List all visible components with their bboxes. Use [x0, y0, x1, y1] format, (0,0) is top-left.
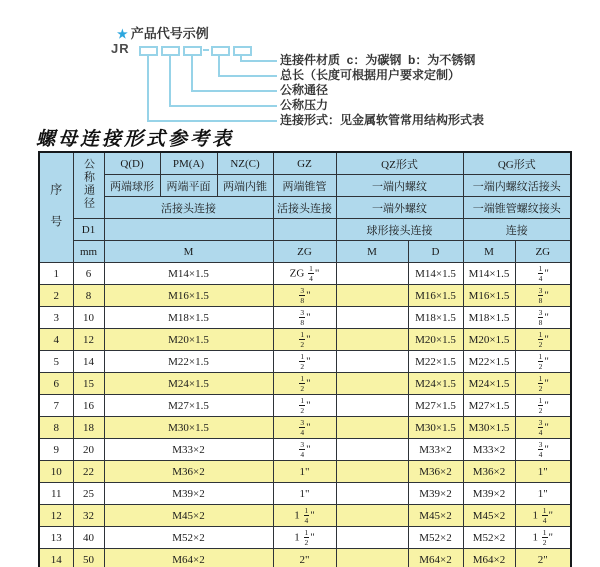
header-ballconn-qz: 球形接头连接	[336, 219, 463, 241]
cell-m-thread: M45×2	[104, 505, 273, 527]
cell-qz-m	[336, 483, 408, 505]
cell-serial: 9	[39, 439, 73, 461]
leader-line	[147, 55, 149, 120]
cell-qz-d: M33×2	[408, 439, 463, 461]
cell-serial: 11	[39, 483, 73, 505]
header-empty-mspan	[104, 219, 273, 241]
cell-qg-zg: $\frac{1}{2}$ "	[515, 395, 571, 417]
cell-qz-m	[336, 285, 408, 307]
header-desc-qg: 一端内螺纹活接头	[463, 175, 571, 197]
diagram-label-material: 连接件材质 c：为碳钢 b：为不锈钢	[280, 53, 476, 67]
cell-serial: 13	[39, 527, 73, 549]
header-conn-gz: 活接头连接	[273, 197, 336, 219]
cell-qg-m: M33×2	[463, 439, 515, 461]
header-desc-gz: 两端锥管	[273, 175, 336, 197]
table-row	[39, 373, 571, 395]
cell-qg-m: M18×1.5	[463, 307, 515, 329]
diagram-label-length: 总长（长度可根据用户要求定制）	[280, 68, 461, 82]
cell-m-thread: M14×1.5	[104, 263, 273, 285]
header-col-qz: QZ形式	[336, 152, 463, 175]
cell-gz-zg: $\frac{1}{2}$ "	[273, 351, 336, 373]
table-row	[39, 461, 571, 483]
cell-gz-zg: ZG $\frac{1}{4}$ "	[273, 263, 336, 285]
header-col-pma: PM(A)	[160, 152, 217, 175]
cell-dn-mm: 15	[73, 373, 104, 395]
cell-gz-zg: $\frac{3}{4}$ "	[273, 439, 336, 461]
table-row	[39, 285, 571, 307]
cell-qg-zg: 1 $\frac{1}{4}$ "	[515, 505, 571, 527]
cell-qg-m: M45×2	[463, 505, 515, 527]
header-conn-qg: 一端锥管螺纹接头	[463, 197, 571, 219]
cell-gz-zg: $\frac{3}{4}$ "	[273, 417, 336, 439]
leader-line	[147, 120, 277, 122]
cell-m-thread: M36×2	[104, 461, 273, 483]
fraction: $\frac{1}{4}$	[304, 505, 309, 525]
table-row	[39, 417, 571, 439]
cell-qz-m	[336, 329, 408, 351]
leader-line	[218, 55, 220, 75]
diagram-label-diameter: 公称通径	[280, 83, 329, 97]
cell-serial: 10	[39, 461, 73, 483]
cell-qz-d: M52×2	[408, 527, 463, 549]
cell-qz-m	[336, 527, 408, 549]
fraction: $\frac{3}{8}$	[538, 285, 543, 305]
header-unit-qg-m: M	[463, 241, 515, 263]
cell-qg-zg: $\frac{3}{4}$ "	[515, 439, 571, 461]
table-row	[39, 483, 571, 505]
cell-serial: 7	[39, 395, 73, 417]
cell-qz-m	[336, 307, 408, 329]
cell-qg-m: M30×1.5	[463, 417, 515, 439]
cell-dn-mm: 20	[73, 439, 104, 461]
header-conn-qz: 一端外螺纹	[336, 197, 463, 219]
header-col-qg: QG形式	[463, 152, 571, 175]
leader-line	[240, 60, 277, 62]
leader-line	[191, 55, 193, 90]
fraction: $\frac{1}{2}$	[304, 527, 309, 547]
cell-m-thread: M33×2	[104, 439, 273, 461]
fraction: $\frac{1}{4}$	[538, 263, 543, 283]
cell-qg-m: M39×2	[463, 483, 515, 505]
cell-m-thread: M18×1.5	[104, 307, 273, 329]
leader-line	[191, 90, 277, 92]
cell-qg-zg: $\frac{3}{8}$ "	[515, 307, 571, 329]
cell-dn-mm: 25	[73, 483, 104, 505]
cell-gz-zg: 1 $\frac{1}{2}$ "	[273, 527, 336, 549]
header-serial-label: 序号	[48, 183, 63, 247]
cell-qz-d: M24×1.5	[408, 373, 463, 395]
cell-serial: 14	[39, 549, 73, 567]
cell-dn-mm: 10	[73, 307, 104, 329]
cell-qg-zg: $\frac{1}{2}$ "	[515, 351, 571, 373]
fraction: $\frac{1}{2}$	[300, 351, 305, 371]
fraction: $\frac{3}{4}$	[300, 417, 305, 437]
leader-line	[169, 105, 277, 107]
fraction: $\frac{1}{2}$	[538, 329, 543, 349]
cell-qz-d: M20×1.5	[408, 329, 463, 351]
cell-qz-m	[336, 417, 408, 439]
leader-line	[169, 55, 171, 105]
fraction: $\frac{1}{2}$	[538, 351, 543, 371]
cell-dn-mm: 18	[73, 417, 104, 439]
header-col-gz: GZ	[273, 152, 336, 175]
header-desc-qz: 一端内螺纹	[336, 175, 463, 197]
cell-gz-zg: $\frac{3}{8}$ "	[273, 307, 336, 329]
cell-serial: 8	[39, 417, 73, 439]
cell-serial: 5	[39, 351, 73, 373]
dash-icon	[203, 49, 209, 51]
header-nominal-diameter	[73, 152, 104, 219]
header-unit-qg-zg: ZG	[515, 241, 571, 263]
header-unit-zg: ZG	[273, 241, 336, 263]
cell-qz-m	[336, 439, 408, 461]
header-desc-nzc: 两端内锥	[217, 175, 273, 197]
cell-qg-m: M22×1.5	[463, 351, 515, 373]
cell-dn-mm: 12	[73, 329, 104, 351]
cell-qz-m	[336, 263, 408, 285]
cell-dn-mm: 16	[73, 395, 104, 417]
cell-qg-m: M24×1.5	[463, 373, 515, 395]
code-box-5	[233, 46, 252, 56]
cell-gz-zg: 1"	[273, 461, 336, 483]
fraction: $\frac{3}{4}$	[300, 439, 305, 459]
cell-qg-m: M52×2	[463, 527, 515, 549]
fraction: $\frac{3}{4}$	[538, 417, 543, 437]
cell-qg-zg: $\frac{1}{2}$ "	[515, 373, 571, 395]
cell-qz-m	[336, 351, 408, 373]
cell-dn-mm: 6	[73, 263, 104, 285]
cell-m-thread: M20×1.5	[104, 329, 273, 351]
product-code-prefix: JR	[111, 41, 130, 56]
cell-qz-d: M36×2	[408, 461, 463, 483]
cell-m-thread: M64×2	[104, 549, 273, 567]
fraction: $\frac{1}{2}$	[542, 527, 547, 547]
cell-qg-zg: 1"	[515, 461, 571, 483]
cell-serial: 12	[39, 505, 73, 527]
header-unit-qz-m: M	[336, 241, 408, 263]
table-row	[39, 527, 571, 549]
cell-qz-d: M45×2	[408, 505, 463, 527]
fraction: $\frac{1}{2}$	[300, 395, 305, 415]
cell-gz-zg: 1 $\frac{1}{4}$ "	[273, 505, 336, 527]
table-row	[39, 307, 571, 329]
cell-qz-d: M18×1.5	[408, 307, 463, 329]
table-header	[39, 152, 571, 263]
header-desc-qd: 两端球形	[104, 175, 160, 197]
cell-gz-zg: $\frac{1}{2}$ "	[273, 395, 336, 417]
cell-qz-d: M30×1.5	[408, 417, 463, 439]
code-box-4	[211, 46, 230, 56]
fraction: $\frac{1}{2}$	[300, 373, 305, 393]
cell-dn-mm: 50	[73, 549, 104, 567]
cell-gz-zg: $\frac{1}{2}$ "	[273, 373, 336, 395]
fraction: $\frac{3}{8}$	[300, 307, 305, 327]
cell-qg-zg: 1 $\frac{1}{2}$ "	[515, 527, 571, 549]
header-unit-m: M	[104, 241, 273, 263]
table-row	[39, 329, 571, 351]
header-dn-label: 公称通径	[82, 158, 95, 210]
reference-table	[38, 151, 572, 567]
cell-m-thread: M22×1.5	[104, 351, 273, 373]
leader-line	[218, 75, 277, 77]
cell-qg-m: M16×1.5	[463, 285, 515, 307]
cell-qz-d: M22×1.5	[408, 351, 463, 373]
table-row	[39, 263, 571, 285]
cell-serial: 1	[39, 263, 73, 285]
diagram-label-pressure: 公称压力	[280, 98, 329, 112]
table-row	[39, 505, 571, 527]
cell-qz-d: M64×2	[408, 549, 463, 567]
cell-qz-m	[336, 549, 408, 567]
header-unit-mm: mm	[73, 241, 104, 263]
cell-qg-m: M64×2	[463, 549, 515, 567]
cell-serial: 3	[39, 307, 73, 329]
fraction: $\frac{3}{4}$	[538, 439, 543, 459]
cell-gz-zg: $\frac{3}{8}$ "	[273, 285, 336, 307]
cell-serial: 6	[39, 373, 73, 395]
header-unit-qz-d: D	[408, 241, 463, 263]
diagram-title-text: 产品代号示例	[130, 26, 209, 41]
cell-qg-m: M20×1.5	[463, 329, 515, 351]
header-d1: D1	[73, 219, 104, 241]
cell-qz-m	[336, 461, 408, 483]
cell-m-thread: M24×1.5	[104, 373, 273, 395]
cell-m-thread: M16×1.5	[104, 285, 273, 307]
cell-serial: 4	[39, 329, 73, 351]
table-row	[39, 549, 571, 567]
fraction: $\frac{1}{2}$	[538, 373, 543, 393]
cell-serial: 2	[39, 285, 73, 307]
cell-m-thread: M27×1.5	[104, 395, 273, 417]
cell-m-thread: M52×2	[104, 527, 273, 549]
nut-connection-table	[38, 151, 572, 567]
cell-qg-zg: $\frac{3}{4}$ "	[515, 417, 571, 439]
header-conn-union: 活接头连接	[104, 197, 273, 219]
cell-qg-m: M36×2	[463, 461, 515, 483]
cell-qz-m	[336, 395, 408, 417]
table-row	[39, 439, 571, 461]
header-empty-gz	[273, 219, 336, 241]
cell-qz-d: M14×1.5	[408, 263, 463, 285]
header-desc-pma: 两端平面	[160, 175, 217, 197]
cell-qg-zg: 1"	[515, 483, 571, 505]
table-body	[39, 263, 571, 567]
cell-dn-mm: 8	[73, 285, 104, 307]
cell-qg-zg: $\frac{1}{2}$ "	[515, 329, 571, 351]
fraction: $\frac{3}{8}$	[300, 285, 305, 305]
cell-gz-zg: 1"	[273, 483, 336, 505]
table-row	[39, 395, 571, 417]
cell-dn-mm: 14	[73, 351, 104, 373]
cell-qz-d: M27×1.5	[408, 395, 463, 417]
cell-qg-zg: $\frac{1}{4}$ "	[515, 263, 571, 285]
diagram-title	[117, 23, 209, 42]
table-row	[39, 351, 571, 373]
cell-dn-mm: 22	[73, 461, 104, 483]
header-serial	[39, 152, 73, 263]
cell-gz-zg: 2"	[273, 549, 336, 567]
fraction: $\frac{1}{4}$	[309, 263, 313, 283]
cell-dn-mm: 40	[73, 527, 104, 549]
cell-m-thread: M39×2	[104, 483, 273, 505]
cell-qz-m	[336, 373, 408, 395]
fraction: $\frac{1}{2}$	[538, 395, 543, 415]
cell-qz-d: M16×1.5	[408, 285, 463, 307]
cell-qg-zg: $\frac{3}{8}$ "	[515, 285, 571, 307]
cell-qg-m: M27×1.5	[463, 395, 515, 417]
header-conn-label-qg: 连接	[463, 219, 571, 241]
fraction: $\frac{1}{4}$	[542, 505, 547, 525]
star-icon: ★	[117, 27, 128, 41]
header-col-nzc: NZ(C)	[217, 152, 273, 175]
cell-gz-zg: $\frac{1}{2}$ "	[273, 329, 336, 351]
diagram-label-connection: 连接形式：见金属软管常用结构形式表	[280, 113, 485, 127]
cell-qg-zg: 2"	[515, 549, 571, 567]
cell-qz-d: M39×2	[408, 483, 463, 505]
header-col-qd: Q(D)	[104, 152, 160, 175]
fraction: $\frac{3}{8}$	[538, 307, 543, 327]
table-title: 螺母连接形式参考表	[36, 129, 235, 150]
cell-qz-m	[336, 505, 408, 527]
cell-m-thread: M30×1.5	[104, 417, 273, 439]
cell-dn-mm: 32	[73, 505, 104, 527]
cell-qg-m: M14×1.5	[463, 263, 515, 285]
fraction: $\frac{1}{2}$	[300, 329, 305, 349]
